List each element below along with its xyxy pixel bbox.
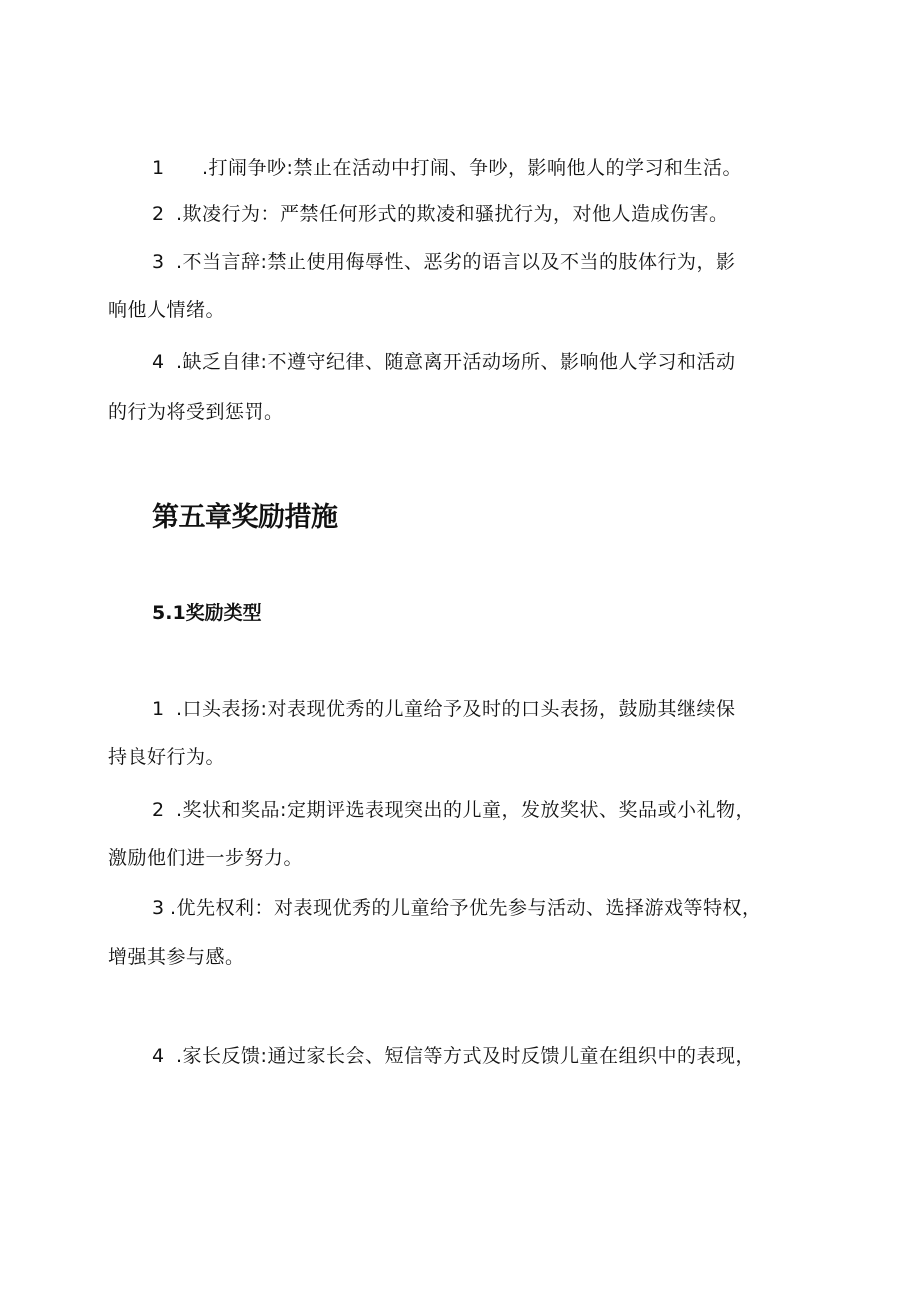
item-number: 2 — [152, 799, 165, 821]
item-number: 3 — [152, 251, 165, 273]
item-label: .打闹争吵: — [202, 157, 294, 179]
item-text: 对表现优秀的儿童给予优先参与活动、选择游戏等特权， — [274, 897, 762, 919]
item-text: 激励他们进一步努力。 — [108, 847, 304, 869]
item-text: 对表现优秀的儿童给予及时的口头表扬，鼓励其继续保 — [267, 698, 736, 720]
item-number: 1 — [152, 698, 165, 720]
list-item — [152, 1041, 755, 1071]
list-item — [152, 153, 742, 183]
list-item — [152, 795, 755, 825]
item-label: .家长反馈: — [176, 1045, 268, 1067]
chapter-title: 第五章奖励措施 — [152, 502, 338, 533]
list-item — [152, 199, 729, 229]
list-item-continuation — [108, 843, 303, 873]
item-text: 通过家长会、短信等方式及时反馈儿童在组织中的表现， — [267, 1045, 755, 1067]
item-number: 3 — [152, 897, 165, 919]
item-label: .缺乏自律: — [176, 351, 268, 373]
list-item-continuation — [108, 295, 225, 325]
item-text: 禁止在活动中打闹、争吵，影响他人的学习和生活。 — [293, 157, 742, 179]
item-number: 4 — [152, 1045, 165, 1067]
list-item-continuation — [108, 742, 225, 772]
item-text: 禁止使用侮辱性、恶劣的语言以及不当的肢体行为，影 — [267, 251, 736, 273]
item-label: .不当言辞: — [176, 251, 268, 273]
item-text: 定期评选表现突出的儿童，发放奖状、奖品或小礼物， — [286, 799, 755, 821]
list-item — [152, 347, 735, 377]
list-item — [152, 893, 762, 923]
list-item — [152, 247, 735, 277]
item-text: 的行为将受到惩罚。 — [108, 401, 284, 423]
item-text: 响他人情绪。 — [108, 299, 226, 321]
list-item-continuation — [108, 942, 245, 972]
item-number: 4 — [152, 351, 165, 373]
item-label: .奖状和奖品: — [176, 799, 287, 821]
section-title: 5.1奖励类型 — [152, 602, 262, 624]
item-label: .口头表扬: — [176, 698, 268, 720]
item-text: 持良好行为。 — [108, 746, 226, 768]
item-label: .欺凌行为： — [176, 203, 281, 225]
item-number: 2 — [152, 203, 165, 225]
list-item — [152, 694, 735, 724]
list-item-continuation — [108, 397, 284, 427]
item-text: 不遵守纪律、随意离开活动场所、影响他人学习和活动 — [267, 351, 736, 373]
item-text: 增强其参与感。 — [108, 946, 245, 968]
item-label: .优先权利： — [170, 897, 275, 919]
item-number: 1 — [152, 157, 165, 179]
item-text: 严禁任何形式的欺凌和骚扰行为，对他人造成伤害。 — [280, 203, 729, 225]
